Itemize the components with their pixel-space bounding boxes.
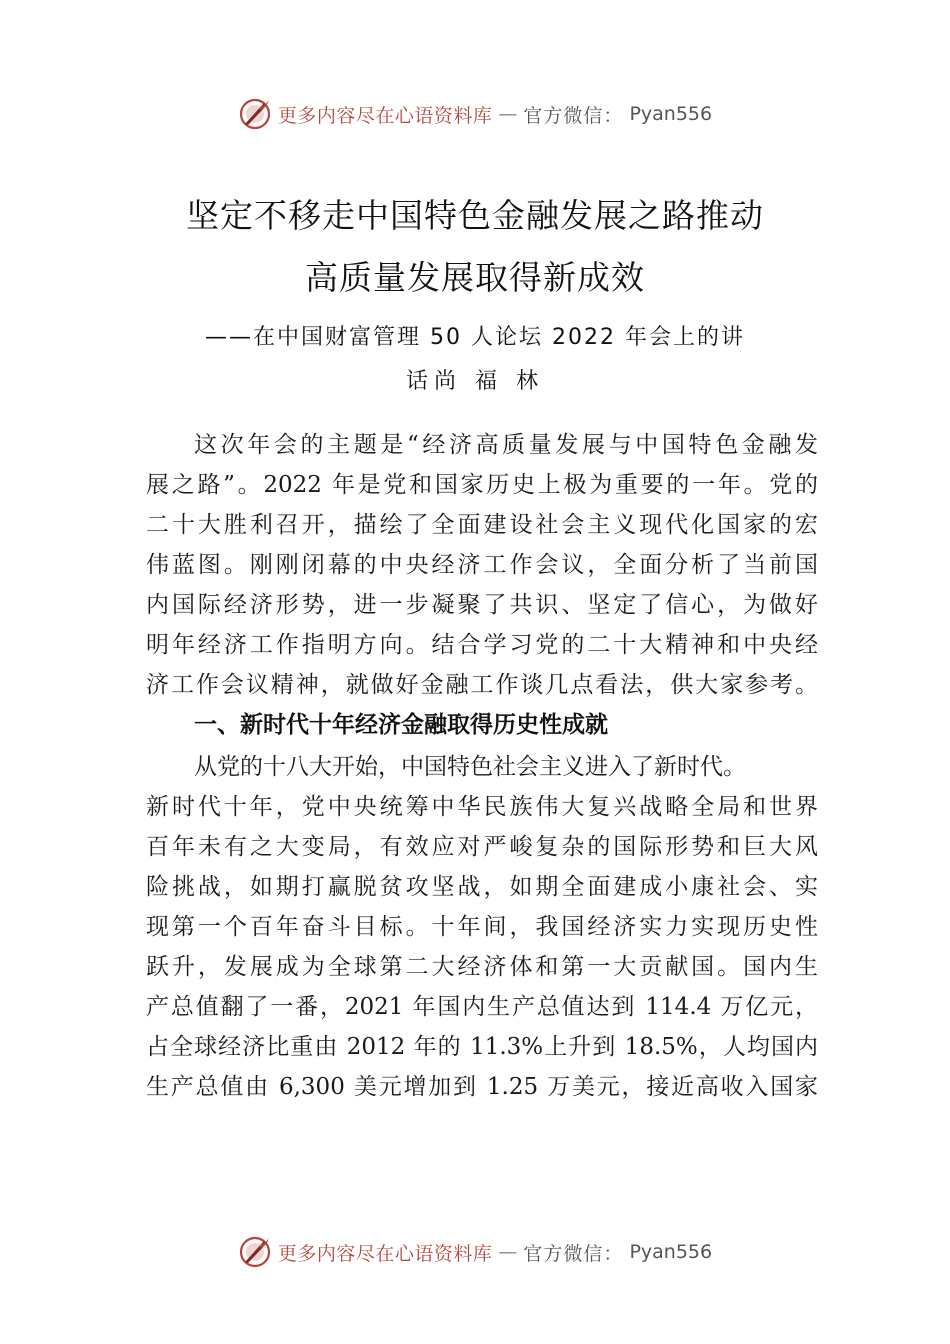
paragraph-line: 百年未有之大变局，有效应对严峻复杂的国际形势和巨大风 (146, 834, 818, 860)
paragraph-line: 现第一个百年奋斗目标。十年间，我国经济实力实现历史性 (146, 914, 818, 940)
banner-promo-text: 更多内容尽在心语资料库 (277, 104, 493, 127)
paragraph-line: 从党的十八大开始，中国特色社会主义进入了新时代。 (194, 754, 746, 780)
paragraph-line: 跃升，发展成为全球第二大经济体和第一大贡献国。国内生 (146, 954, 818, 980)
document-subtitle-line-2: 话尚 福 林 (406, 369, 544, 394)
paragraph-line: 占全球经济比重由 2012 年的 11.3%上升到 18.5%，人均国内 (146, 1034, 818, 1060)
paragraph-line: 生产总值由 6,300 美元增加到 1.25 万美元，接近高收入国家 (146, 1074, 818, 1100)
paragraph-line: 展之路”。2022 年是党和国家历史上极为重要的一年。党的 (146, 472, 818, 498)
banner-dash: — (498, 1241, 518, 1263)
banner-promo-text: 更多内容尽在心语资料库 (277, 1242, 493, 1265)
document-title-line-1: 坚定不移走中国特色金融发展之路推动 (186, 196, 764, 235)
banner-content (238, 1235, 712, 1269)
paragraph-line: 内国际经济形势，进一步凝聚了共识、坚定了信心，为做好 (146, 592, 818, 618)
paragraph-line: 济工作会议精神，就做好金融工作谈几点看法，供大家参考。 (146, 672, 818, 698)
document-subtitle-line-1: ——在中国财富管理 50 人论坛 2022 年会上的讲 (205, 325, 745, 350)
banner-wechat-label: 官方微信： (523, 1242, 624, 1265)
banner-wechat-label: 官方微信： (523, 104, 624, 127)
paragraph-line: 产总值翻了一番，2021 年国内生产总值达到 114.4 万亿元， (146, 994, 818, 1020)
paragraph-line: 险挑战，如期打赢脱贫攻坚战，如期全面建成小康社会、实 (146, 874, 818, 900)
banner-wechat-id: Pyan556 (629, 103, 713, 125)
banner-wechat-id: Pyan556 (629, 1241, 713, 1263)
banner-dash: — (498, 103, 518, 125)
paragraph-line: 新时代十年，党中央统筹中华民族伟大复兴战略全局和世界 (146, 794, 818, 820)
footer-banner (0, 1232, 950, 1272)
header-banner (0, 94, 950, 134)
banner-content (238, 97, 712, 131)
paragraph-line: 伟蓝图。刚刚闭幕的中央经济工作会议，全面分析了当前国 (146, 552, 818, 578)
document-title-line-2: 高质量发展取得新成效 (305, 258, 645, 297)
paragraph-line: 二十大胜利召开，描绘了全面建设社会主义现代化国家的宏 (146, 512, 818, 538)
paragraph-line: 这次年会的主题是“经济高质量发展与中国特色金融发 (194, 432, 818, 458)
quill-logo-icon (238, 1235, 272, 1269)
quill-logo-icon (238, 97, 272, 131)
paragraph-line: 明年经济工作指明方向。结合学习党的二十大精神和中央经 (146, 632, 818, 658)
section-heading-1: 一、新时代十年经济金融取得历史性成就 (194, 712, 608, 738)
